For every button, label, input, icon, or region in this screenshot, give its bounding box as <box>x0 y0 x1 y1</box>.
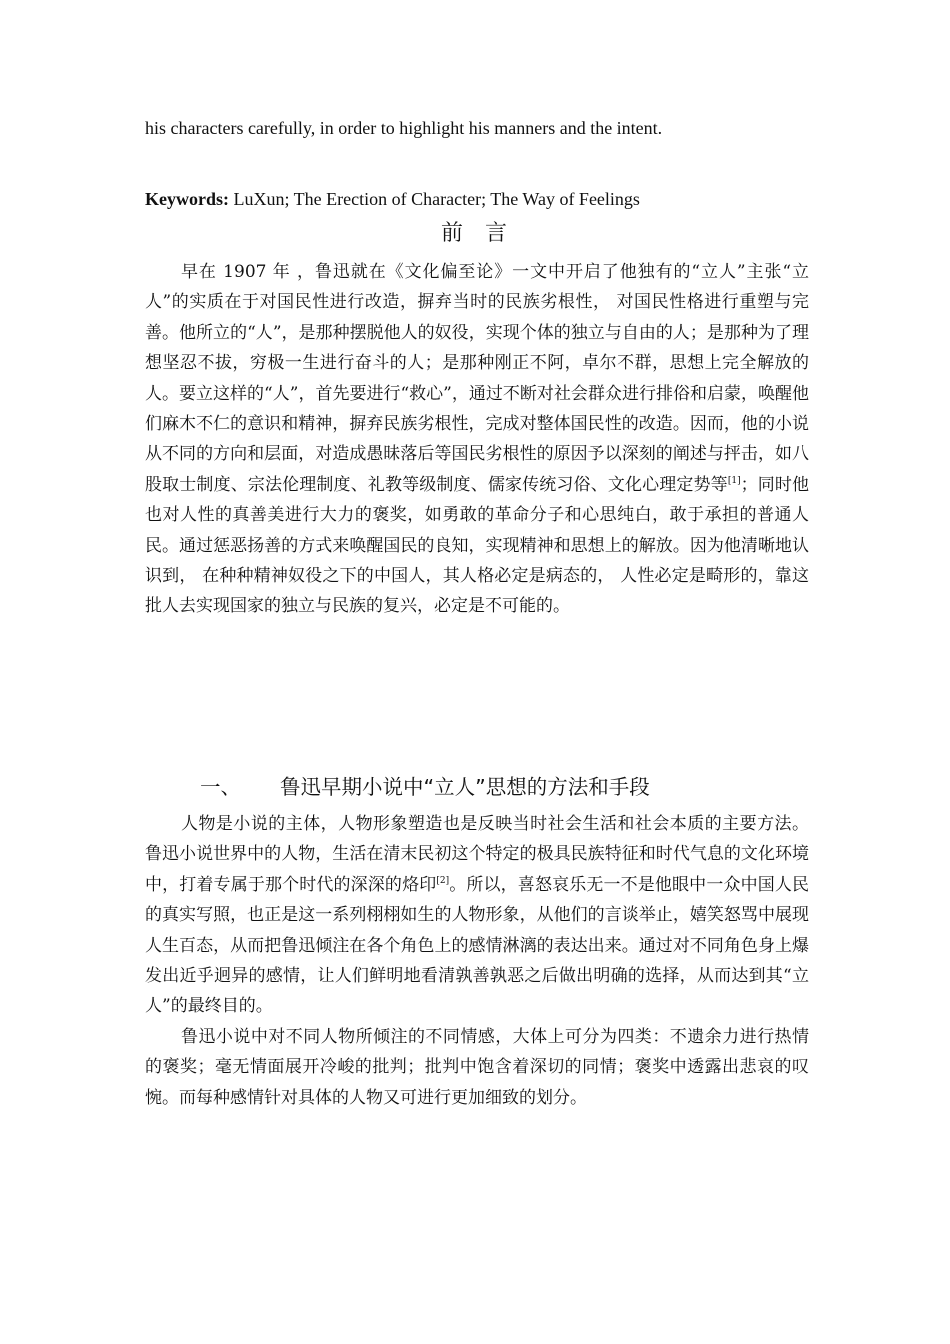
section-1-body <box>145 809 809 1113</box>
preface-text-part-2: ；同时他也对人性的真善美进行大力的褒奖，如勇敢的革命分子和心思纯白，敢于承担的普通人民。通过惩恶扬善的方式来唤醒国民的良知，实现精神和思想上的解放。因为他清晰地认识到， 在种种精神奴役之下的中国人，其人格必定是病态的， 人性必定是畸形的，靠这批人去实现国家的独立与民族的复兴，必定是不可能的。 <box>145 474 810 617</box>
keywords-line <box>145 187 815 211</box>
section-1-p1-part-1: 人物是小说的主体，人物形象塑造也是反映当时社会生活和社会本质的主要方法。鲁迅小说世界中的人物，生活在清末民初这个特定的极具民族特征和时代气息的文化环境中，打着专属于那个时代的深深的烙印 <box>145 814 809 895</box>
keywords-label: Keywords: <box>145 189 229 209</box>
preface-heading-char-2: 言 <box>485 221 510 246</box>
keywords-value: LuXun; The Erection of Character; The Way of Feelings <box>229 189 640 209</box>
preface-text-part-1: 早在 1907 年 ，鲁迅就在《文化偏至论》一文中开启了他独有的“立人”主张“立人”的实质在于对国民性进行改造，摒弃当时的民族劣根性， 对国民性格进行重塑与完善。他所立的“人”，是那种摆脱他人的奴役，实现个体的独立与自由的人；是那种为了理想坚忍不拔，穷极一生进行奋斗的人；是那种刚正不阿，卓尔不群，思想上完全解放的人。要立这样的“人”，首先要进行“救心”，通过不断对社会群众进行排俗和启蒙，唤醒他们麻木不仁的意识和精神，摒弃民族劣根性，完成对整体国民性的改造。因而，他的小说从不同的方向和层面，对造成愚昧落后等国民劣根性的原因予以深刻的阐述与抨击，如八股取士制度、宗法伦理制度、礼教等级制度、儒家传统习俗、文化心理定势等 <box>145 262 809 495</box>
section-1-title: 鲁迅早期小说中“立人”思想的方法和手段 <box>280 775 650 799</box>
section-1-p1-part-2: 。所以，喜怒哀乐无一不是他眼中一众中国人民的真实写照，也正是这一系列栩栩如生的人物形象，从他们的言谈举止，嬉笑怒骂中展现人生百态，从而把鲁迅倾注在各个角色上的感情淋漓的表达出来。通过对不同角色身上爆发出近乎迥异的感情，让人们鲜明地看清孰善孰恶之后做出明确的选择，从而达到其“立人”的最终目的。 <box>145 874 810 1017</box>
abstract-closing-line: his characters carefully, in order to highlight his manners and the intent. <box>145 118 663 138</box>
preface-paragraph <box>145 257 809 622</box>
citation-1: [1] <box>727 475 741 486</box>
section-1-heading <box>200 770 650 804</box>
citation-2: [2] <box>436 875 450 886</box>
section-1-paragraph-2: 鲁迅小说中对不同人物所倾注的不同情感，大体上可分为四类：不遗余力进行热情的褒奖；毫无情面展开冷峻的批判；批判中饱含着深切的同情；褒奖中透露出悲哀的叹惋。而每种感情针对具体的人物又可进行更加细致的划分。 <box>145 1026 809 1108</box>
section-1-paragraph-1 <box>145 809 809 1022</box>
section-1-number: 一、 <box>200 775 241 799</box>
preface-body <box>145 257 809 622</box>
preface-heading-char-1: 前 <box>440 221 465 246</box>
preface-heading <box>0 218 950 250</box>
